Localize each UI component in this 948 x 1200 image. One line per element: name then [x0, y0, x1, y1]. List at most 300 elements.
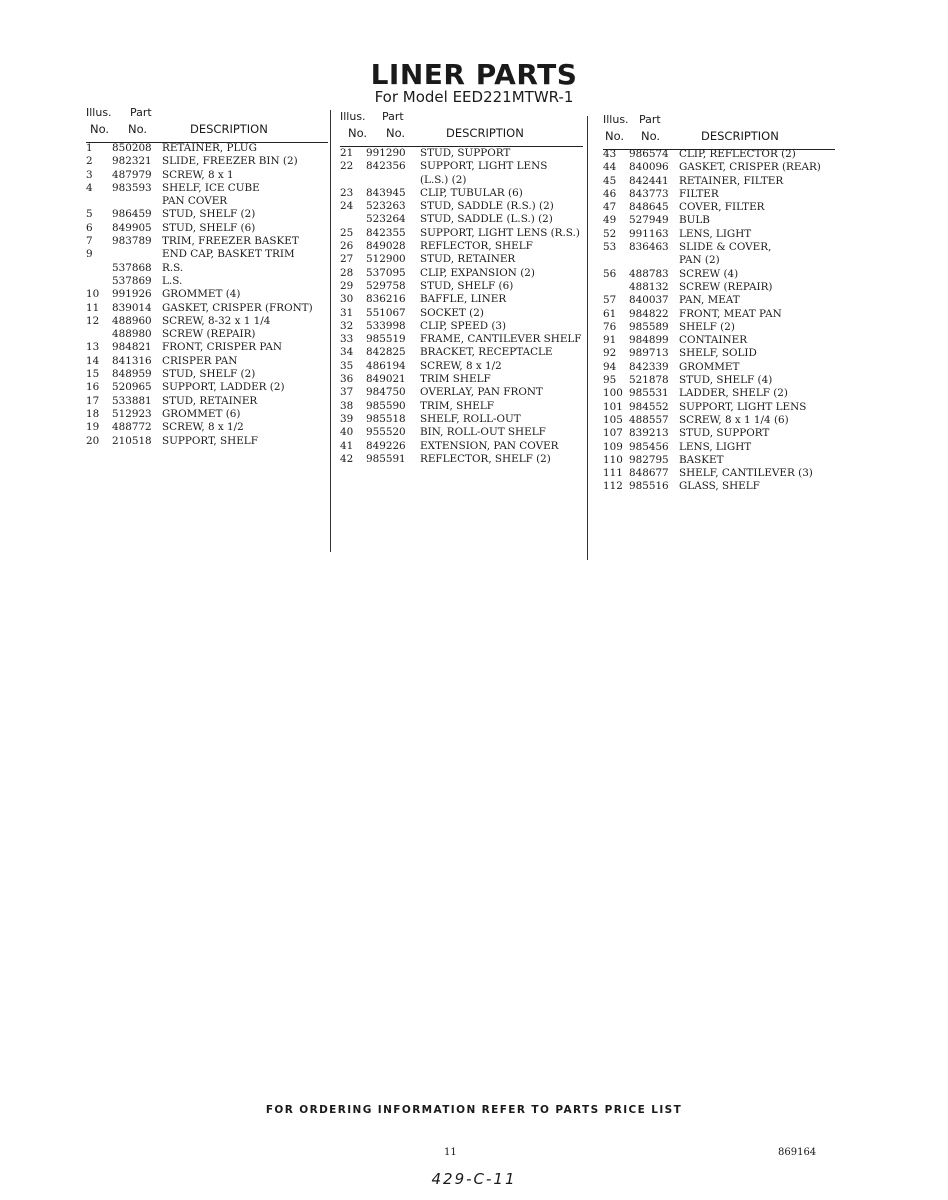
part-number: 986459 — [112, 208, 152, 221]
part-description: LENS, LIGHT — [679, 227, 752, 240]
parts-row — [340, 253, 583, 266]
illus-number: 46 — [603, 187, 617, 200]
part-number: 527949 — [629, 214, 669, 227]
part-description: SHELF, SOLID — [679, 347, 757, 360]
parts-row — [340, 293, 583, 306]
parts-row — [603, 401, 835, 414]
part-description: COVER, FILTER — [679, 201, 765, 214]
illus-number: 3 — [86, 168, 93, 181]
part-number: 533881 — [112, 394, 152, 407]
part-number: 521878 — [629, 374, 669, 387]
part-number: 488772 — [112, 421, 152, 434]
part-description: GLASS, SHELF — [679, 480, 760, 493]
parts-row — [340, 360, 583, 373]
part-number: 991926 — [112, 288, 152, 301]
part-number: 488980 — [112, 328, 152, 341]
illus-number: 42 — [340, 452, 354, 465]
illus-number: 38 — [340, 399, 354, 412]
parts-row — [340, 453, 583, 466]
part-description: REFLECTOR, SHELF (2) — [420, 452, 551, 465]
part-description: BASKET — [679, 453, 724, 466]
part-description: LENS, LIGHT — [679, 440, 752, 453]
part-number: 537868 — [112, 261, 152, 274]
part-number: 985516 — [629, 480, 669, 493]
parts-row — [603, 374, 835, 387]
part-description: REFLECTOR, SHELF — [420, 240, 533, 253]
parts-row — [86, 195, 328, 208]
illus-label: Illus. — [340, 110, 366, 123]
part-description: STUD, SHELF (6) — [162, 221, 256, 234]
parts-row — [86, 155, 328, 168]
part-number: 523263 — [366, 200, 406, 213]
part-description: STUD, RETAINER — [162, 394, 258, 407]
parts-row — [603, 201, 835, 214]
parts-row — [340, 373, 583, 386]
part-description: STUD, SHELF (6) — [420, 279, 514, 292]
parts-row — [340, 426, 583, 439]
part-number: 487979 — [112, 168, 152, 181]
part-description: RETAINER, FILTER — [679, 174, 784, 187]
parts-row — [603, 241, 835, 254]
part-no-label: No. — [386, 126, 406, 140]
parts-row — [603, 334, 835, 347]
illus-number: 20 — [86, 434, 100, 447]
model-subtitle: For Model EED221MTWR-1 — [374, 88, 574, 106]
part-number: 848959 — [112, 368, 152, 381]
part-number: 849021 — [366, 373, 406, 386]
illus-number: 18 — [86, 407, 100, 420]
part-description: BRACKET, RECEPTACLE — [420, 346, 553, 359]
illus-number: 47 — [603, 201, 617, 214]
handwritten-note: 429-C-11 — [431, 1170, 517, 1188]
part-number: 982321 — [112, 155, 152, 168]
illus-number: 14 — [86, 354, 100, 367]
part-number: 841316 — [112, 354, 152, 367]
part-description: FRAME, CANTILEVER SHELF — [420, 333, 582, 346]
part-description: CLIP, SPEED (3) — [420, 319, 507, 332]
part-number: 985518 — [366, 412, 406, 425]
parts-row — [603, 480, 835, 493]
part-number: 984552 — [629, 400, 669, 413]
part-description: CLIP, TUBULAR (6) — [420, 186, 523, 199]
part-no-label: No. — [128, 122, 148, 136]
part-number: 488783 — [629, 267, 669, 280]
illus-number: 21 — [340, 147, 354, 159]
illus-number: 52 — [603, 227, 617, 240]
parts-row — [603, 268, 835, 281]
parts-column-3 — [603, 113, 835, 499]
part-number: 488557 — [629, 413, 669, 426]
illus-number: 36 — [340, 373, 354, 386]
part-number: 842355 — [366, 226, 406, 239]
column-header — [603, 113, 835, 153]
illus-number: 33 — [340, 333, 354, 346]
part-number: 842825 — [366, 346, 406, 359]
part-description: FRONT, CRISPER PAN — [162, 341, 282, 354]
part-description: GASKET, CRISPER (FRONT) — [162, 301, 313, 314]
parts-row — [340, 187, 583, 200]
part-number: 529758 — [366, 279, 406, 292]
part-description: FRONT, MEAT PAN — [679, 307, 782, 320]
illus-number: 100 — [603, 387, 623, 400]
part-number: 488132 — [629, 280, 669, 293]
part-description: SCREW (4) — [679, 267, 739, 280]
parts-row — [340, 386, 583, 399]
illus-number: 105 — [603, 413, 623, 426]
part-description: SHELF, CANTILEVER (3) — [679, 467, 813, 480]
parts-row — [340, 213, 583, 226]
parts-row — [603, 254, 835, 267]
parts-row — [603, 427, 835, 440]
part-number: 991163 — [629, 227, 669, 240]
part-description: BIN, ROLL-OUT SHELF — [420, 426, 546, 439]
illus-number: 41 — [340, 439, 354, 452]
parts-column-2 — [340, 110, 583, 469]
parts-list — [86, 142, 328, 448]
part-number: 849028 — [366, 240, 406, 253]
ordering-info-footer: FOR ORDERING INFORMATION REFER TO PARTS PRICE LIST — [265, 1104, 683, 1116]
part-description: SUPPORT, LIGHT LENS — [420, 160, 548, 173]
parts-row — [86, 355, 328, 368]
part-number: 842356 — [366, 160, 406, 173]
part-number: 836463 — [629, 241, 669, 254]
part-description: TRIM, SHELF — [420, 399, 494, 412]
illus-number: 28 — [340, 266, 354, 279]
part-number: 512923 — [112, 407, 152, 420]
part-description: CLIP, REFLECTOR (2) — [679, 148, 796, 160]
column-divider — [587, 116, 588, 560]
illus-number: 40 — [340, 426, 354, 439]
illus-number: 23 — [340, 186, 354, 199]
part-number: 839213 — [629, 427, 669, 440]
parts-row — [86, 408, 328, 421]
part-number: 512900 — [366, 253, 406, 266]
part-number: 839014 — [112, 301, 152, 314]
part-description: (L.S.) (2) — [420, 173, 467, 186]
part-number: 210518 — [112, 434, 152, 447]
parts-row — [340, 147, 583, 160]
illus-number: 92 — [603, 347, 617, 360]
part-number: 985456 — [629, 440, 669, 453]
illus-number: 30 — [340, 293, 354, 306]
part-number: 842339 — [629, 360, 669, 373]
parts-row — [603, 308, 835, 321]
part-description: STUD, SUPPORT — [679, 427, 770, 440]
part-number: 848677 — [629, 467, 669, 480]
parts-row — [86, 208, 328, 221]
illus-number: 110 — [603, 453, 623, 466]
part-description: SLIDE, FREEZER BIN (2) — [162, 155, 298, 168]
illus-number: 49 — [603, 214, 617, 227]
part-description: SCREW (REPAIR) — [162, 328, 256, 341]
part-description: SUPPORT, SHELF — [162, 434, 258, 447]
illus-number: 1 — [86, 142, 93, 154]
part-description: END CAP, BASKET TRIM — [162, 248, 295, 261]
parts-row — [86, 302, 328, 315]
parts-row — [603, 454, 835, 467]
part-number: 533998 — [366, 319, 406, 332]
illus-number: 56 — [603, 267, 617, 280]
illus-number: 7 — [86, 235, 93, 248]
part-description: STUD, RETAINER — [420, 253, 516, 266]
page-number: 11 — [444, 1147, 457, 1158]
parts-row — [603, 188, 835, 201]
parts-row — [86, 395, 328, 408]
part-number: 984899 — [629, 334, 669, 347]
part-description: FILTER — [679, 187, 719, 200]
parts-row — [603, 175, 835, 188]
parts-row — [86, 421, 328, 434]
page-title: LINER PARTS — [370, 58, 578, 91]
illus-number: 107 — [603, 427, 623, 440]
illus-number: 25 — [340, 226, 354, 239]
illus-number: 27 — [340, 253, 354, 266]
parts-row — [603, 281, 835, 294]
part-number: 523264 — [366, 213, 406, 226]
part-description: RETAINER, PLUG — [162, 142, 257, 154]
column-divider — [330, 110, 331, 552]
part-description: STUD, SHELF (2) — [162, 208, 256, 221]
column-header — [86, 106, 328, 146]
part-description: L.S. — [162, 274, 183, 287]
illus-number: 32 — [340, 319, 354, 332]
part-description: R.S. — [162, 261, 184, 274]
part-number: 985589 — [629, 320, 669, 333]
part-description: EXTENSION, PAN COVER — [420, 439, 559, 452]
illus-number: 53 — [603, 241, 617, 254]
part-number: 984750 — [366, 386, 406, 399]
illus-label: Illus. — [603, 113, 629, 126]
part-description: TRIM SHELF — [420, 373, 491, 386]
parts-column-1 — [86, 106, 328, 452]
parts-row — [603, 214, 835, 227]
part-number: 985519 — [366, 333, 406, 346]
part-number: 836216 — [366, 293, 406, 306]
part-description: STUD, SHELF (4) — [679, 374, 773, 387]
part-description: SCREW, 8 x 1/2 — [162, 421, 244, 434]
part-description: SCREW, 8 x 1 1/4 (6) — [679, 413, 789, 426]
illus-number: 34 — [340, 346, 354, 359]
illus-number: 15 — [86, 368, 100, 381]
part-description: PAN COVER — [162, 195, 228, 208]
illus-no-label: No. — [348, 126, 368, 140]
illus-number: 76 — [603, 320, 617, 333]
parts-row — [86, 142, 328, 155]
parts-row — [340, 160, 583, 173]
parts-list — [603, 148, 835, 494]
parts-row — [86, 222, 328, 235]
parts-row — [86, 381, 328, 394]
part-number: 551067 — [366, 306, 406, 319]
part-description: SCREW, 8 x 1 — [162, 168, 234, 181]
parts-row — [340, 333, 583, 346]
part-description: SLIDE & COVER, — [679, 241, 772, 254]
illus-number: 91 — [603, 334, 617, 347]
part-description: SHELF (2) — [679, 320, 735, 333]
part-description: SUPPORT, LADDER (2) — [162, 381, 285, 394]
part-description: SUPPORT, LIGHT LENS (R.S.) — [420, 226, 580, 239]
illus-number: 9 — [86, 248, 93, 261]
part-number: 520965 — [112, 381, 152, 394]
part-number: 849905 — [112, 221, 152, 234]
illus-number: 5 — [86, 208, 93, 221]
part-description: PAN, MEAT — [679, 294, 740, 307]
parts-row — [86, 288, 328, 301]
parts-row — [603, 321, 835, 334]
part-description: LADDER, SHELF (2) — [679, 387, 788, 400]
part-description: GROMMET — [679, 360, 740, 373]
part-description: STUD, SUPPORT — [420, 147, 511, 159]
illus-number: 95 — [603, 374, 617, 387]
illus-number: 109 — [603, 440, 623, 453]
illus-no-label: No. — [605, 129, 625, 143]
illus-number: 11 — [86, 301, 100, 314]
part-number: 982795 — [629, 453, 669, 466]
part-number: 843945 — [366, 186, 406, 199]
part-number: 983593 — [112, 181, 152, 194]
illus-number: 44 — [603, 161, 617, 174]
part-description: OVERLAY, PAN FRONT — [420, 386, 543, 399]
illus-number: 35 — [340, 359, 354, 372]
part-description: TRIM, FREEZER BASKET — [162, 235, 299, 248]
parts-row — [603, 361, 835, 374]
part-number: 850208 — [112, 142, 152, 154]
parts-row — [340, 440, 583, 453]
parts-row — [340, 400, 583, 413]
part-description: SCREW, 8-32 x 1 1/4 — [162, 314, 271, 327]
part-label: Part — [130, 106, 152, 119]
illus-number: 10 — [86, 288, 100, 301]
illus-number: 29 — [340, 279, 354, 292]
illus-number: 57 — [603, 294, 617, 307]
parts-row — [603, 414, 835, 427]
parts-row — [603, 294, 835, 307]
part-description: STUD, SADDLE (R.S.) (2) — [420, 200, 554, 213]
part-description: SHELF, ROLL-OUT — [420, 412, 521, 425]
illus-number: 19 — [86, 421, 100, 434]
illus-number: 94 — [603, 360, 617, 373]
part-number: 985590 — [366, 399, 406, 412]
part-number: 991290 — [366, 147, 406, 159]
parts-list — [340, 147, 583, 466]
illus-number: 45 — [603, 174, 617, 187]
parts-row — [603, 387, 835, 400]
illus-label: Illus. — [86, 106, 112, 119]
part-number: 955520 — [366, 426, 406, 439]
part-number: 840096 — [629, 161, 669, 174]
part-description: SCREW (REPAIR) — [679, 280, 773, 293]
part-description: CRISPER PAN — [162, 354, 238, 367]
parts-row — [340, 267, 583, 280]
part-number: 989713 — [629, 347, 669, 360]
illus-number: 26 — [340, 240, 354, 253]
part-number: 537869 — [112, 274, 152, 287]
part-description: SOCKET (2) — [420, 306, 484, 319]
part-description: PAN (2) — [679, 254, 720, 267]
illus-number: 12 — [86, 314, 100, 327]
parts-row — [86, 368, 328, 381]
parts-row — [340, 413, 583, 426]
part-number: 985591 — [366, 452, 406, 465]
parts-row — [340, 280, 583, 293]
parts-row — [86, 262, 328, 275]
part-description: BAFFLE, LINER — [420, 293, 507, 306]
part-description: STUD, SADDLE (L.S.) (2) — [420, 213, 553, 226]
parts-row — [86, 328, 328, 341]
part-number: 843773 — [629, 187, 669, 200]
part-description: STUD, SHELF (2) — [162, 368, 256, 381]
parts-row — [86, 341, 328, 354]
part-description: BULB — [679, 214, 710, 227]
part-number: 840037 — [629, 294, 669, 307]
part-number: 488960 — [112, 314, 152, 327]
part-number: 984821 — [112, 341, 152, 354]
part-description: CLIP, EXPANSION (2) — [420, 266, 535, 279]
parts-row — [86, 235, 328, 248]
part-description: GROMMET (6) — [162, 407, 241, 420]
part-number: 849226 — [366, 439, 406, 452]
part-no-label: No. — [641, 129, 661, 143]
parts-row — [340, 346, 583, 359]
parts-row — [340, 320, 583, 333]
part-number: 486194 — [366, 359, 406, 372]
parts-row — [340, 227, 583, 240]
illus-number: 31 — [340, 306, 354, 319]
part-number: 842441 — [629, 174, 669, 187]
part-description: GROMMET (4) — [162, 288, 241, 301]
description-label: DESCRIPTION — [190, 122, 268, 136]
part-number: 848645 — [629, 201, 669, 214]
illus-number: 24 — [340, 200, 354, 213]
illus-number: 6 — [86, 221, 93, 234]
parts-row — [603, 441, 835, 454]
illus-number: 4 — [86, 181, 93, 194]
illus-number: 37 — [340, 386, 354, 399]
part-description: SCREW, 8 x 1/2 — [420, 359, 502, 372]
parts-row — [86, 182, 328, 195]
part-description: GASKET, CRISPER (REAR) — [679, 161, 821, 174]
illus-number: 111 — [603, 467, 623, 480]
illus-number: 43 — [603, 148, 617, 160]
parts-row — [86, 248, 328, 261]
column-header — [340, 110, 583, 150]
parts-row — [86, 435, 328, 448]
part-number: 537095 — [366, 266, 406, 279]
parts-row — [86, 275, 328, 288]
description-label: DESCRIPTION — [446, 126, 524, 140]
part-number: 984822 — [629, 307, 669, 320]
parts-row — [603, 148, 835, 161]
illus-number: 22 — [340, 160, 354, 173]
parts-row — [603, 347, 835, 360]
parts-row — [340, 200, 583, 213]
part-number: 985531 — [629, 387, 669, 400]
parts-row — [86, 315, 328, 328]
part-label: Part — [639, 113, 661, 126]
illus-number: 17 — [86, 394, 100, 407]
parts-row — [603, 161, 835, 174]
part-number: 983789 — [112, 235, 152, 248]
part-description: SHELF, ICE CUBE — [162, 181, 260, 194]
part-description: SUPPORT, LIGHT LENS — [679, 400, 807, 413]
parts-row — [86, 169, 328, 182]
parts-row — [603, 228, 835, 241]
parts-row — [340, 307, 583, 320]
parts-row — [340, 174, 583, 187]
illus-number: 16 — [86, 381, 100, 394]
illus-number: 112 — [603, 480, 623, 493]
parts-row — [340, 240, 583, 253]
